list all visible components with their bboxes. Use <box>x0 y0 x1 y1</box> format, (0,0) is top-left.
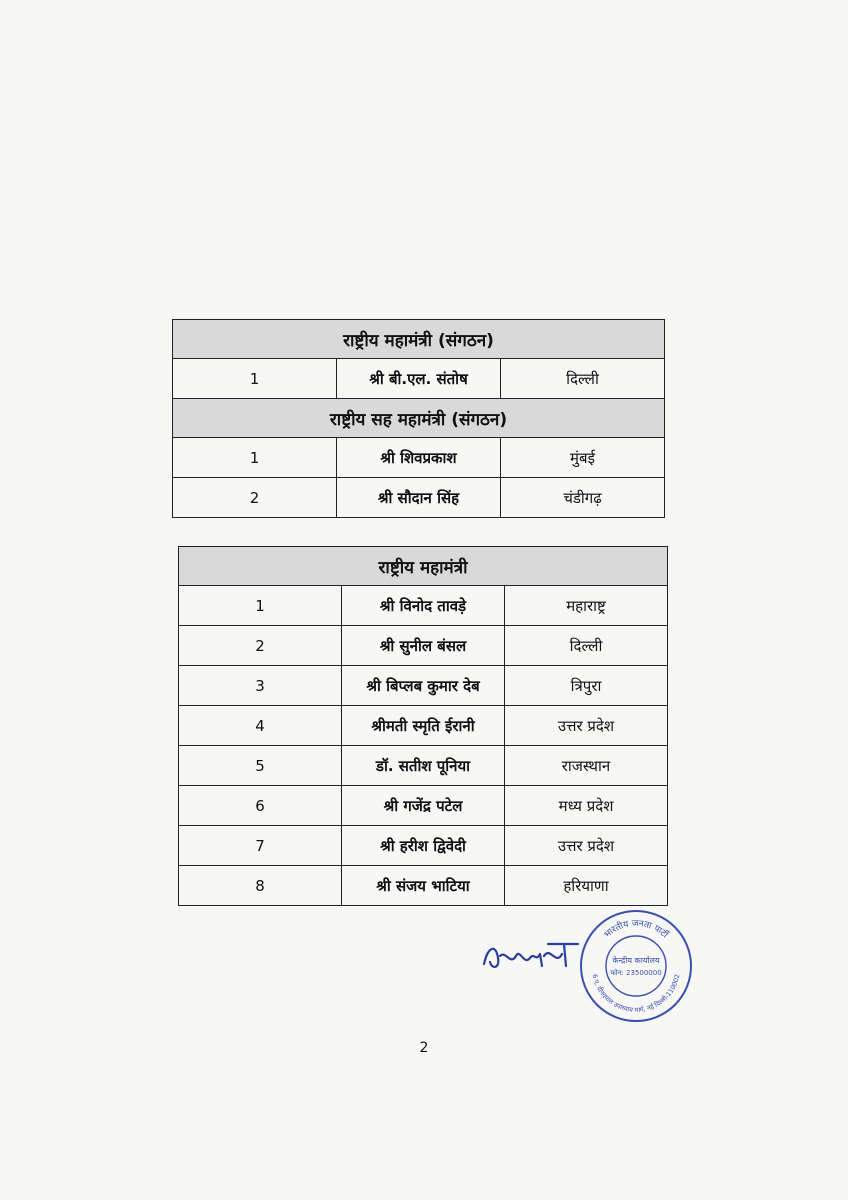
table-row <box>173 478 665 518</box>
handwritten-signature <box>478 936 588 976</box>
person-name: श्रीमती स्मृति ईरानी <box>342 706 505 746</box>
person-name: श्री बिप्लब कुमार देब <box>342 666 505 706</box>
seal-phone-text: फोन: 23500000 <box>610 969 662 977</box>
serial-number: 1 <box>179 586 342 626</box>
table-row <box>173 438 665 478</box>
person-name: डॉ. सतीश पूनिया <box>342 746 505 786</box>
seal-bottom-text: 6 ए, दीनदयाल उपाध्याय मार्ग, नई दिल्ली-110002 <box>590 973 682 1015</box>
table-header-row <box>173 399 665 438</box>
section-title: राष्ट्रीय महामंत्री (संगठन) <box>173 320 665 359</box>
table-row <box>179 706 668 746</box>
state-name: दिल्ली <box>505 626 668 666</box>
table-row <box>173 359 665 399</box>
table-row <box>179 826 668 866</box>
table-row <box>179 666 668 706</box>
state-name: चंडीगढ़ <box>501 478 665 518</box>
table-header-row <box>179 547 668 586</box>
seal-center-text: केन्द्रीय कार्यालय <box>612 956 660 965</box>
table-row <box>179 586 668 626</box>
page-number: 2 <box>419 1040 429 1056</box>
serial-number: 1 <box>173 359 337 399</box>
state-name: हरियाणा <box>505 866 668 906</box>
serial-number: 6 <box>179 786 342 826</box>
table-row <box>179 626 668 666</box>
seal-top-text: भारतीय जनता पार्टी <box>602 918 670 941</box>
state-name: त्रिपुरा <box>505 666 668 706</box>
state-name: राजस्थान <box>505 746 668 786</box>
serial-number: 3 <box>179 666 342 706</box>
state-name: मुंबई <box>501 438 665 478</box>
state-name: दिल्ली <box>501 359 665 399</box>
table-general-secretaries <box>178 546 668 906</box>
person-name: श्री शिवप्रकाश <box>337 438 501 478</box>
section-title: राष्ट्रीय महामंत्री <box>179 547 668 586</box>
table-row <box>179 866 668 906</box>
state-name: उत्तर प्रदेश <box>505 706 668 746</box>
serial-number: 8 <box>179 866 342 906</box>
serial-number: 2 <box>179 626 342 666</box>
section-title: राष्ट्रीय सह महामंत्री (संगठन) <box>173 399 665 438</box>
serial-number: 7 <box>179 826 342 866</box>
serial-number: 1 <box>173 438 337 478</box>
state-name: मध्य प्रदेश <box>505 786 668 826</box>
person-name: श्री संजय भाटिया <box>342 866 505 906</box>
person-name: श्री बी.एल. संतोष <box>337 359 501 399</box>
person-name: श्री हरीश द्विवेदी <box>342 826 505 866</box>
serial-number: 2 <box>173 478 337 518</box>
person-name: श्री गजेंद्र पटेल <box>342 786 505 826</box>
party-office-seal <box>578 908 694 1024</box>
person-name: श्री सुनील बंसल <box>342 626 505 666</box>
state-name: उत्तर प्रदेश <box>505 826 668 866</box>
table-row <box>179 746 668 786</box>
person-name: श्री सौदान सिंह <box>337 478 501 518</box>
state-name: महाराष्ट्र <box>505 586 668 626</box>
table-header-row <box>173 320 665 359</box>
person-name: श्री विनोद तावड़े <box>342 586 505 626</box>
table-row <box>179 786 668 826</box>
table-organisation-general-secretaries <box>172 319 665 518</box>
serial-number: 4 <box>179 706 342 746</box>
serial-number: 5 <box>179 746 342 786</box>
